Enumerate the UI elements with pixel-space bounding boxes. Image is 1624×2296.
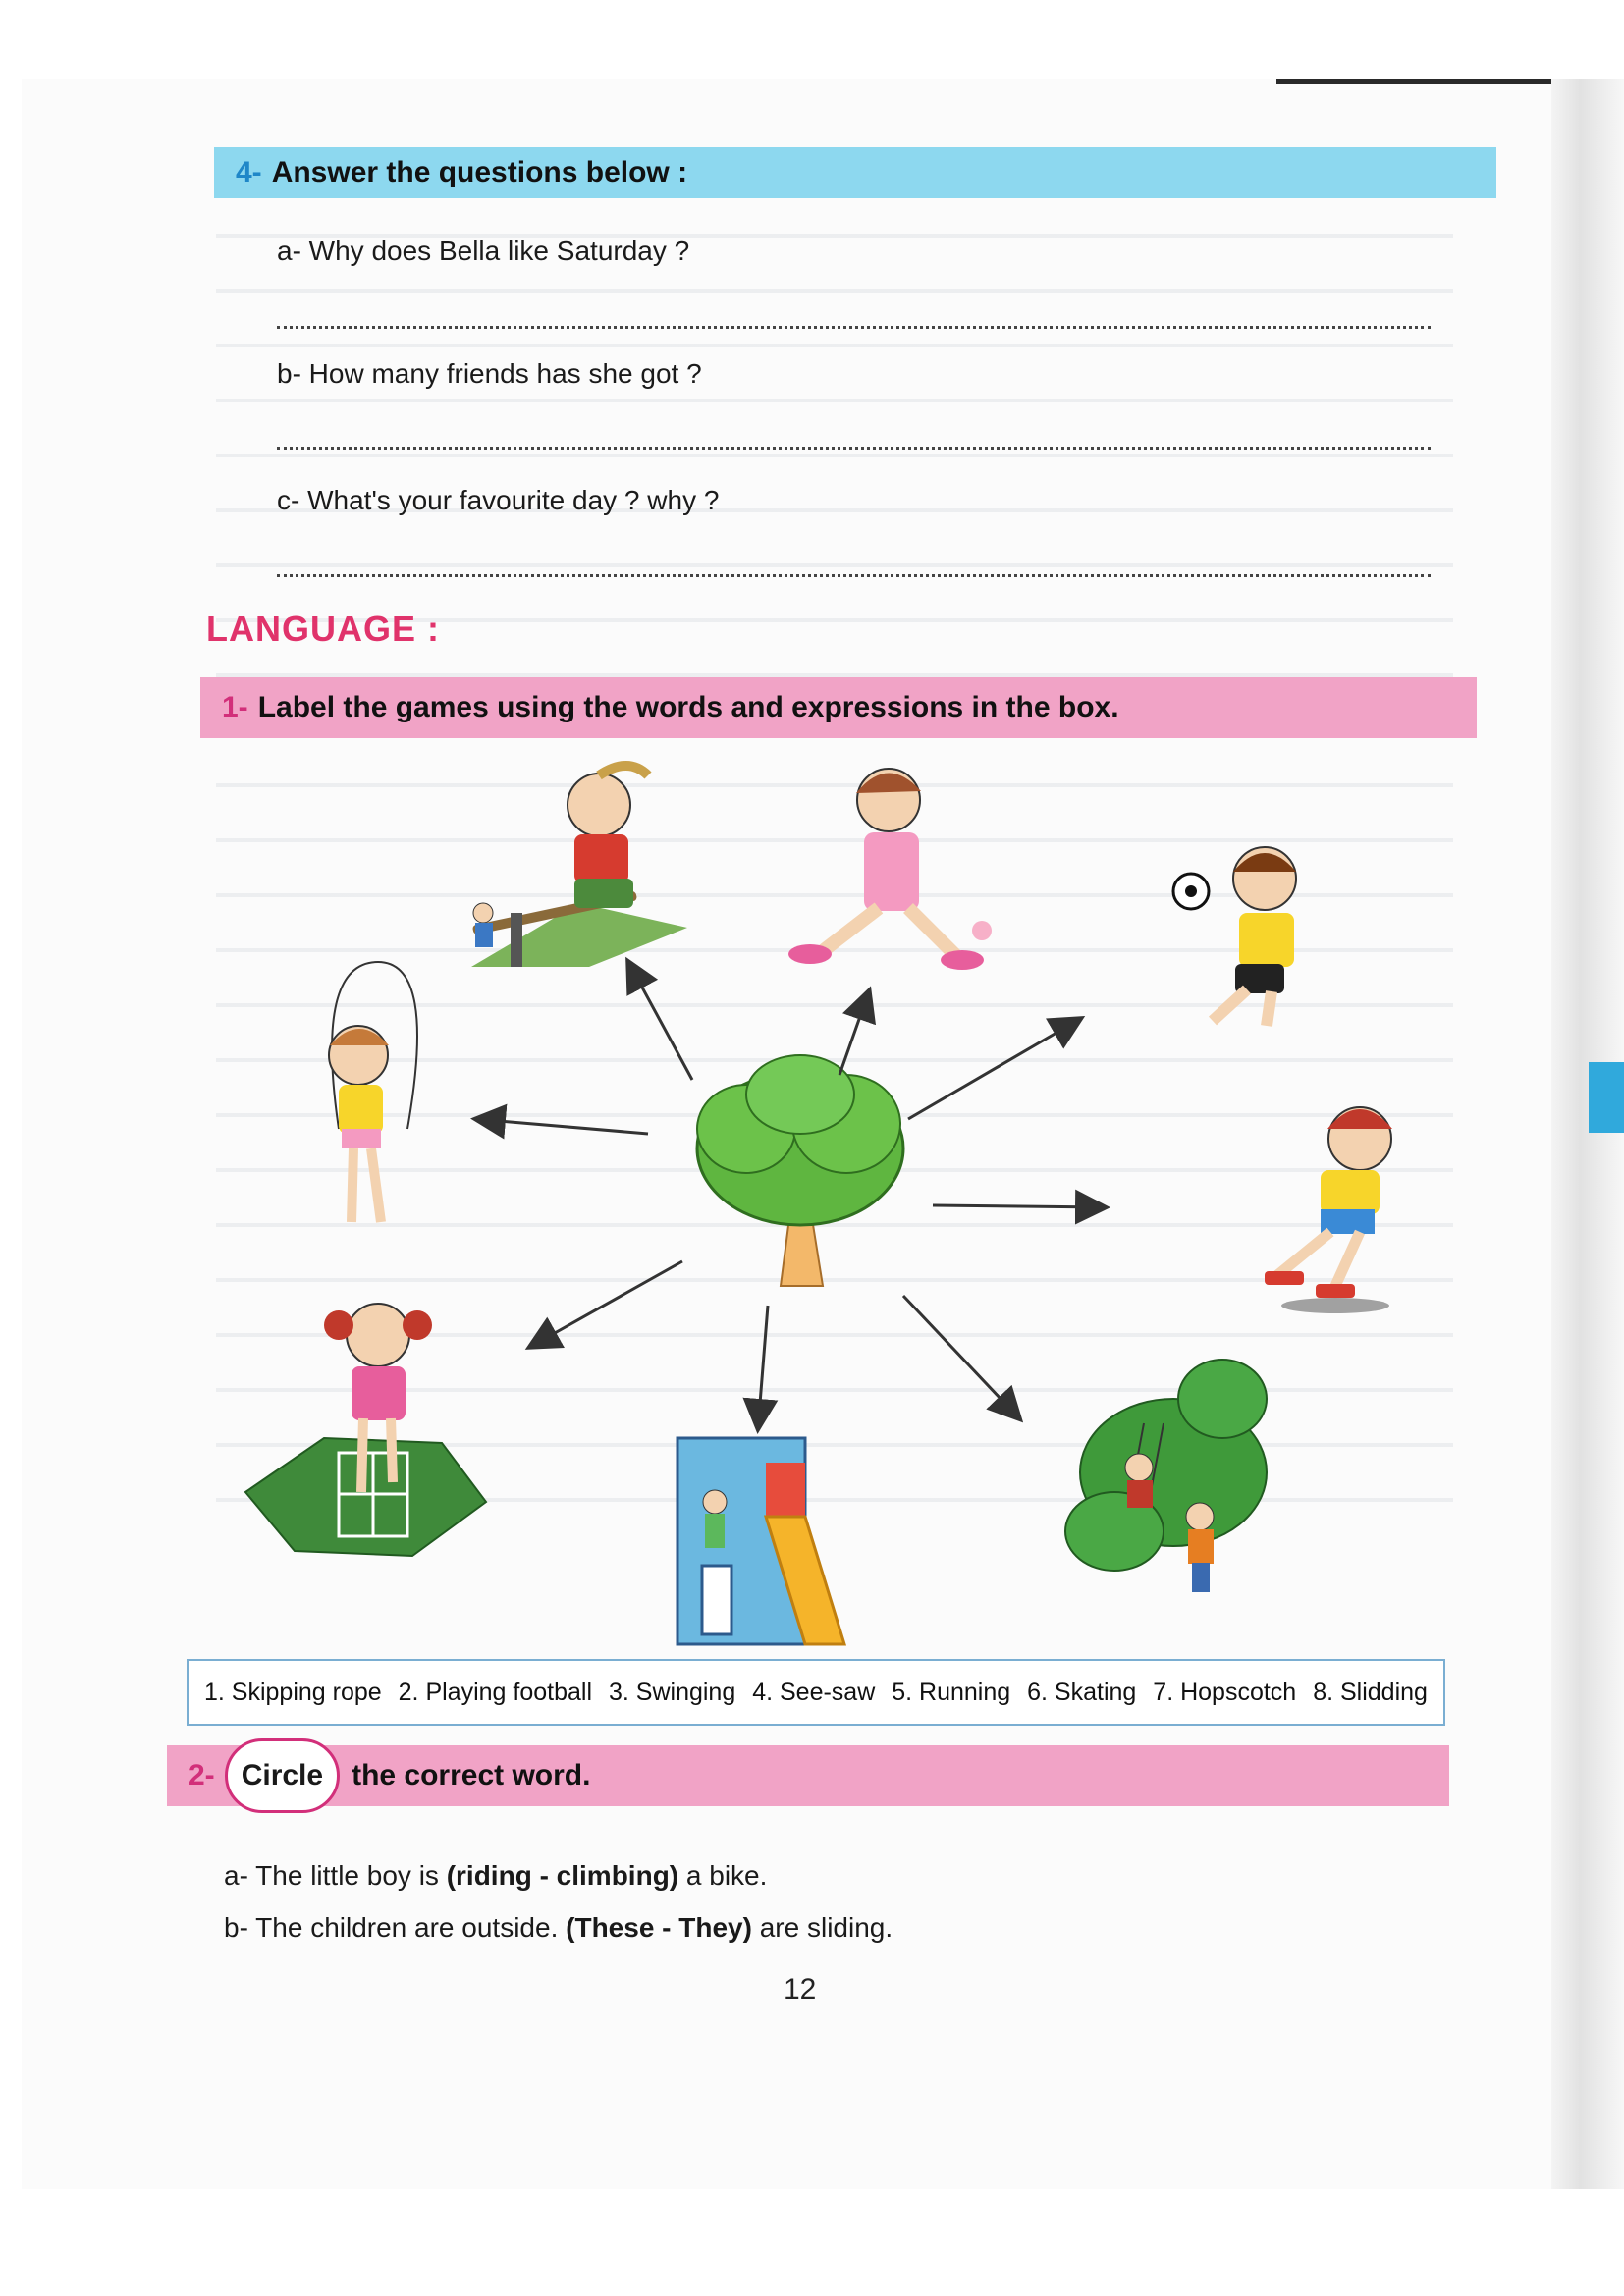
arrow-to-hopscotch	[530, 1261, 682, 1347]
word-box-item: 5. Running	[892, 1678, 1011, 1706]
page-number: 12	[784, 1973, 817, 2005]
arrow-to-slide	[758, 1306, 768, 1428]
question-c: c- What's your favourite day ? why ?	[277, 485, 720, 515]
sentence-a	[224, 1860, 767, 1892]
exercise2-heading: the correct word.	[352, 1759, 591, 1791]
word-box-item: 2. Playing football	[398, 1678, 593, 1706]
word-box-item: 3. Swinging	[608, 1678, 736, 1706]
question-a: a- Why does Bella like Saturday ?	[277, 236, 690, 266]
arrow-to-football	[908, 1019, 1080, 1119]
exercise1-number: 1-	[222, 691, 248, 723]
language-title: LANGUAGE :	[206, 609, 440, 649]
circle-word-badge: Circle	[225, 1738, 340, 1813]
sentence-b-start: b- The children are outside.	[224, 1912, 567, 1943]
sentence-b-end: are sliding.	[751, 1912, 893, 1943]
word-box-item: 6. Skating	[1027, 1678, 1137, 1706]
seesaw-picture	[471, 766, 687, 967]
question-b: b- How many friends has she got ?	[277, 358, 702, 389]
section4-number: 4-	[236, 156, 262, 188]
exercise2-number: 2-	[189, 1759, 215, 1791]
arrow-to-skating	[933, 1205, 1105, 1207]
running-girl-picture	[788, 769, 992, 970]
word-box	[187, 1659, 1445, 1726]
tree-icon	[697, 1055, 903, 1286]
arrow-to-seesaw	[628, 962, 692, 1080]
swinging-picture	[1065, 1360, 1267, 1592]
arrow-to-swing	[903, 1296, 1019, 1418]
sentence-a-choice[interactable]: (riding - climbing)	[446, 1860, 679, 1891]
word-box-item: 7. Hopscotch	[1153, 1678, 1297, 1706]
exercise2-header-bar	[167, 1745, 1449, 1806]
arrow-to-skipping	[476, 1119, 648, 1134]
slide-picture	[677, 1438, 844, 1644]
section4-heading: Answer the questions below :	[271, 156, 688, 188]
sentence-a-end: a bike.	[678, 1860, 768, 1891]
football-boy-picture	[1173, 847, 1296, 1026]
skating-girl-picture	[1265, 1107, 1392, 1313]
word-box-item: 8. Slidding	[1313, 1678, 1428, 1706]
word-box-item: 4. See-saw	[752, 1678, 876, 1706]
sentence-b	[224, 1912, 893, 1944]
sentence-a-start: a- The little boy is	[224, 1860, 447, 1891]
hopscotch-girl-picture	[245, 1304, 486, 1556]
skipping-girl-picture	[329, 962, 417, 1222]
word-box-item: 1. Skipping rope	[204, 1678, 382, 1706]
arrow-to-running	[839, 991, 869, 1075]
exercise1-heading: Label the games using the words and expressions in the box.	[257, 691, 1119, 723]
sentence-b-choice[interactable]: (These - They)	[566, 1912, 752, 1943]
